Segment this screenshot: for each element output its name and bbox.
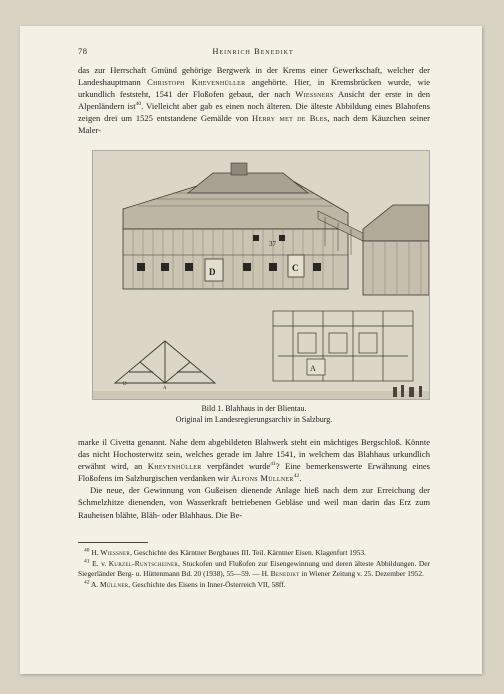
- body-paragraph-1: [78, 64, 430, 137]
- text-run: Ansicht der erste in den Alpenländern ist: [78, 89, 431, 112]
- text-run: , Geschichte des Eisens in Inner-Österreich VII, 58ff.: [128, 579, 286, 589]
- footnote-41: [78, 559, 430, 580]
- text-run: E. v.: [89, 558, 109, 568]
- person-name: Wiessners: [295, 89, 334, 100]
- footnote-ref: 41: [270, 461, 276, 468]
- text-run: .: [299, 473, 302, 484]
- text-run: in Wiener Zeitung v. 25. Dezember 1952.: [299, 569, 424, 578]
- text-run: , nach dem Käuzchen seiner Maler-: [78, 113, 430, 136]
- footnote-rule: [78, 542, 148, 543]
- book-page: [20, 26, 482, 674]
- author-name: Wiessner: [100, 548, 131, 557]
- text-run: H.: [89, 548, 101, 557]
- text-run: , Geschichte des Kärntner Bergbaues III. Teil. Kärntner Eisen. Klagenfurt 1953.: [130, 548, 366, 557]
- author-name: Müllner: [99, 579, 129, 589]
- footnote-42: [78, 580, 430, 591]
- person-name: Alfons Müllner: [230, 473, 294, 484]
- footnote-ref: 40: [135, 101, 142, 108]
- text-run: ? Eine bemerkenswerte Erwähnung eines Floßofens im Salzburgischen verdanken wir: [78, 461, 430, 484]
- text-run: , Stuckofen und Flußofen zur Eisengewinnung und deren älteste Abbildungen. Der Siegerländer Berg- u. Hüttenmann Bd. 20 (1938), 55—59. — H.: [78, 558, 430, 578]
- body-paragraph-2: [78, 436, 430, 521]
- text-run: verpfändet wurde: [201, 461, 271, 472]
- running-title: Heinrich Benedikt: [212, 46, 294, 56]
- author-name: Benedikt: [270, 569, 300, 578]
- figure-label-d-small: D: [123, 382, 127, 387]
- figure-label-d: D: [209, 267, 216, 277]
- text-run: angehörte. Hier, in Kremsbrücken wurde, wie urkundlich feststeht, 1541 der Floßofen gebaut, der nach: [78, 77, 430, 100]
- figure-label-a: A: [310, 364, 316, 373]
- text-run: . Vielleicht aber gab es einen noch älteren. Die älteste Abbildung eines Blahofens zeigen drei um 1525 entstandene Gemälde von: [78, 101, 430, 124]
- footnote-number: 40: [84, 547, 90, 554]
- caption-line-2: Original im Landesregierungsarchiv in Salzburg.: [175, 414, 333, 424]
- figure-label-c: C: [292, 263, 299, 273]
- footnote-number: 42: [84, 579, 90, 586]
- blahhaus-illustration: [93, 151, 429, 399]
- paragraph-text: Die neue, der Gewinnung von Gußeisen dienende Anlage hieß nach dem zur Erreichung der Schmelzhitze dienenden, von Wasserkraft betriebenen Gebläse und weil man darin das Erz zum Rauheisen blähte, Bläh- oder Blahhaus. Die Be-: [78, 485, 430, 520]
- paragraph-text: [78, 436, 430, 484]
- text-run: das zur Herrschaft Gmünd gehörige Bergwerk in der Krems einer Gewerkschaft, welcher der Landeshauptmann: [78, 65, 430, 88]
- text-run: marke il Civetta genannt. Nahe dem abgebildeten Blahwerk steht ein mächtiges Bergschloß. Könnte das nicht Hochosterwitz sein, welches gerade im Jahre 1541, in welchem das Blahhaus urkundlich erwähnt wird, an: [78, 437, 430, 472]
- paragraph-text: [78, 64, 430, 137]
- figure-blahhaus-drawing: [92, 150, 430, 400]
- caption-line-1: Bild 1. Blahhaus in der Blientau.: [201, 404, 307, 413]
- page-number: 78: [78, 46, 88, 56]
- footnote-ref: 42: [293, 473, 300, 480]
- footnote-40: [78, 548, 430, 559]
- person-name: Herry met de Bles: [252, 113, 328, 124]
- footnote-number: 41: [84, 558, 90, 565]
- figure-label-37: 37: [269, 240, 276, 248]
- text-run: A.: [89, 579, 100, 589]
- person-name: Khevenhüller: [147, 461, 202, 472]
- author-name: Kurzel-Runtscheiner: [108, 558, 179, 568]
- person-name: Christoph Khevenhüller: [147, 77, 246, 88]
- svg-text:A: A: [163, 386, 167, 391]
- figure-caption: [78, 404, 430, 425]
- footnotes: [78, 548, 430, 590]
